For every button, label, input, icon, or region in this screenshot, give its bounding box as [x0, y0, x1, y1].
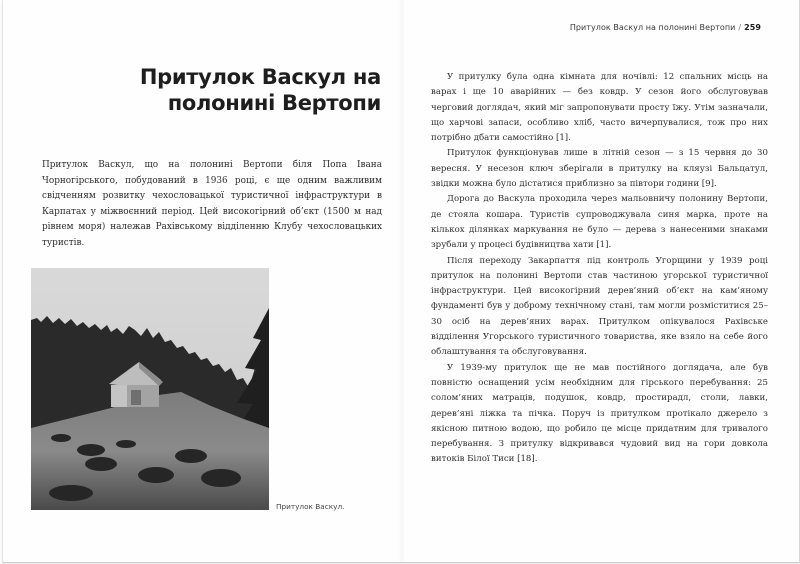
- running-head-title: Притулок Васкул на полонині Вертопи: [569, 23, 736, 32]
- body-paragraph: У 1939-му притулок ще не мав постійного доглядача, але був повністю оснащений усім необхідним для гірського перебування: 25 солом’яних матраців, подушок, ковдр, простирадл, столи, лавки, дерев’яні ліжка та пічка. Поруч із притулком протікало джерело з якісною питною водою, що робило це місце придатним для тривалого перебування. З притулку відкривався чудовий вид на гори довкола витоків Білої Тиси [18].: [431, 362, 768, 465]
- book-spread: [2, 0, 800, 563]
- body-text: [431, 70, 768, 468]
- photo-caption: Притулок Васкул.: [276, 502, 345, 511]
- body-paragraph: У притулку була одна кімната для ночівлі: 12 спальних місць на варах і ще 10 аварійних — без ковдр. У сезон його обслуговував черговий доглядач, який міг запропонувати просту їжу. Утім зазначали, що харчові запаси, особливо хліб, часто вичерпувалися, тож про них потрібно дбати самостійно [1].: [431, 72, 768, 144]
- running-head-separator: /: [738, 23, 742, 32]
- chapter-title: [81, 64, 381, 116]
- left-page: [3, 0, 401, 562]
- chapter-title-line2: полонині Вертопи: [167, 91, 381, 115]
- lead-paragraph: Притулок Васкул, що на полонині Вертопи біля Попа Івана Чорногірського, побудований в 1936 році, є ще одним важливим свідченням розвитку чехословацької туристичної інфраструктури в Карпатах у міжвоєнний період. Цей високогірний об’єкт (1500 м над рівнем моря) належав Рахівському відділенню Клубу чехословацьких туристів.: [42, 160, 382, 248]
- body-paragraph: Притулок функціонував лише в літній сезон — з 15 червня до 30 вересня. У несезон ключ зберігали в притулку на кляузі Бальцатул, звідки можна було дістатися приблизно за півтори години [9].: [431, 148, 768, 190]
- page-number: 259: [744, 23, 761, 32]
- chapter-title-line1: Притулок Васкул на: [139, 65, 381, 89]
- running-head: [570, 23, 761, 32]
- photo-figure: [31, 268, 345, 511]
- right-page: [401, 0, 799, 562]
- body-paragraph: Після переходу Закарпаття під контроль Угорщини у 1939 році притулок на полонині Вертопи став частиною угорської туристичної інфраструктури. Цей високогірний дерев’яний об’єкт на кам’яному фундаменті був у доброму технічному стані, там могли розміститися 25–30 осіб на дерев’яних варах. Притулком опікувалося Рахівське відділення Угорського туристичного товариства, яке взяло на себе його облаштування та обслуговування.: [431, 255, 768, 358]
- shelter-photo: [31, 268, 269, 510]
- body-paragraph: Дорога до Васкула проходила через мальовничу полонину Вертопи, де стояла кошара. Туристів супроводжувала синя марка, проте на кількох ділянках маркування не було — дерева з нанесеними знаками зрубали у процесі будівництва хати [1].: [431, 194, 768, 251]
